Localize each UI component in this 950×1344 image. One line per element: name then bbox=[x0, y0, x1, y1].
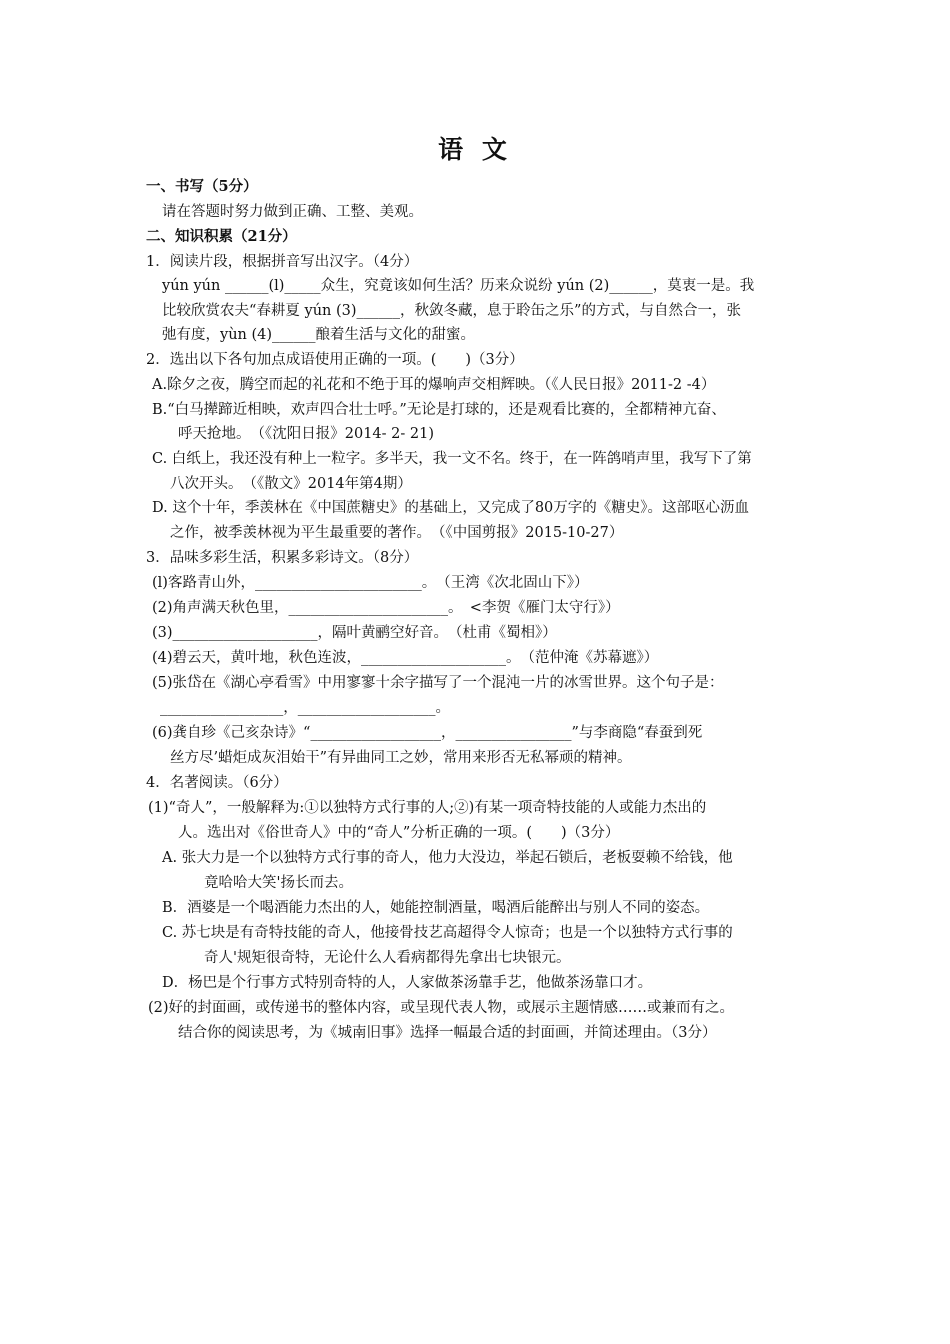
text-line: A.除夕之夜，腾空而起的礼花和不绝于耳的爆响声交相辉映。（《人民日报》2011-2 -4） bbox=[152, 377, 716, 393]
text-line: B.“白马撵蹄近相映，欢声四合壮士呼。”无论是打球的，还是观看比赛的，全都精神亢奋、 bbox=[152, 402, 726, 418]
text-line: D. 这个十年，季羡林在《中国蔗糖史》的基础上，又完成了80万字的《糖史》。这部呕心沥血 bbox=[152, 500, 750, 516]
text-line: 八次开头。 （《散文》2014年第4期） bbox=[170, 476, 412, 492]
text-line: (2)好的封面画，或传递书的整体内容，或呈现代表人物，或展示主题情感……或兼而有之。 bbox=[148, 1000, 735, 1016]
text-line: (3)____________________，隔叶黄鹂空好音。 （杜甫《蜀相》） bbox=[152, 625, 557, 641]
text-line: (1)“奇人”，一般解释为:①以独特方式行事的人;②)有某一项奇特技能的人或能力杰出的 bbox=[148, 800, 707, 816]
text-line: (2)角声满天秋色里，______________________。 <李贺《雁门太守行》） bbox=[152, 600, 620, 616]
text-line: 丝方尽’蜡炬成灰泪始干”有异曲同工之妙，常用来形否无私幂顽的精神。 bbox=[170, 750, 632, 766]
text-line: (6)龚自珍《己亥杂诗》“__________________，________________”与李商隐“春蚕到死 bbox=[152, 725, 703, 741]
text-line: 奇人'规矩很奇特，无论什么人看病都得先拿出七块银元。 bbox=[204, 950, 571, 966]
text-line: 2．选出以下各句加点成语使用正确的一项。( )（3分） bbox=[146, 352, 524, 368]
text-line: _________________，___________________。 bbox=[160, 700, 450, 716]
text-line: 1．阅读片段，根据拼音写出汉字。（4分） bbox=[146, 254, 419, 270]
text-line: 4．名著阅读。（6分） bbox=[146, 775, 288, 791]
text-line: 呼天抢地。 （《沈阳日报》2014- 2- 21) bbox=[178, 426, 435, 442]
text-line: 弛有度，yùn (4)______酿着生活与文化的甜蜜。 bbox=[162, 327, 476, 343]
page-title: 语 文 bbox=[438, 135, 512, 164]
text-line: 之作，被季羡林视为平生最重要的著作。 （《中国剪报》2015-10-27） bbox=[170, 525, 624, 541]
text-line: (l)客路青山外，_______________________。 （王湾《次北固山下》） bbox=[152, 575, 589, 591]
text-line: 人。选出对《俗世奇人》中的“奇人”分析正确的一项。( )（3分） bbox=[178, 825, 620, 841]
text-line: D．杨巴是个行事方式特别奇特的人，人家做茶汤靠手艺，他做茶汤靠口才。 bbox=[162, 975, 653, 991]
text-line: (4)碧云天，黄叶地，秋色连波，____________________。 （范仲淹《苏幕遮》） bbox=[152, 650, 659, 666]
text-line: 一、书写（5分） bbox=[146, 178, 258, 195]
text-line: C. 苏七块是有奇特技能的奇人，他接骨技艺高超得令人惊奇；也是一个以独特方式行事的 bbox=[162, 925, 733, 941]
text-line: 结合你的阅读思考，为《城南旧事》选择一幅最合适的封面画，并简述理由。（3分） bbox=[178, 1025, 717, 1041]
text-line: A. 张大力是一个以独特方式行事的奇人，他力大没边，举起石锁后，老板耍赖不给钱，他 bbox=[162, 850, 733, 866]
text-line: 3．品味多彩生活，积累多彩诗文。（8分） bbox=[146, 550, 419, 566]
text-line: B．酒婆是一个喝酒能力杰出的人，她能控制酒量，喝酒后能醉出与别人不同的姿态。 bbox=[162, 900, 710, 916]
text-line: C. 白纸上，我还没有种上一粒字。多半天，我一文不名。终于，在一阵鸽哨声里，我写下了第 bbox=[152, 451, 752, 467]
text-line: 二、知识积累（21分） bbox=[146, 228, 297, 245]
text-line: 比较欣赏农夫“春耕夏 yún (3)______，秋敛冬藏，息于聆缶之乐”的方式，与自然合一，张 bbox=[162, 303, 741, 319]
text-line: 竟哈哈大笑'扬长而去。 bbox=[204, 875, 353, 891]
text-line: yún yún ______(l)_____众生，究竟该如何生活？历来众说纷 yún (2)______，莫衷一是。我 bbox=[162, 278, 755, 294]
text-line: 请在答题时努力做到正确、工整、美观。 bbox=[162, 204, 423, 220]
text-line: (5)张岱在《湖心亭看雪》中用寥寥十余字描写了一个混沌一片的冰雪世界。这个句子是： bbox=[152, 675, 724, 691]
